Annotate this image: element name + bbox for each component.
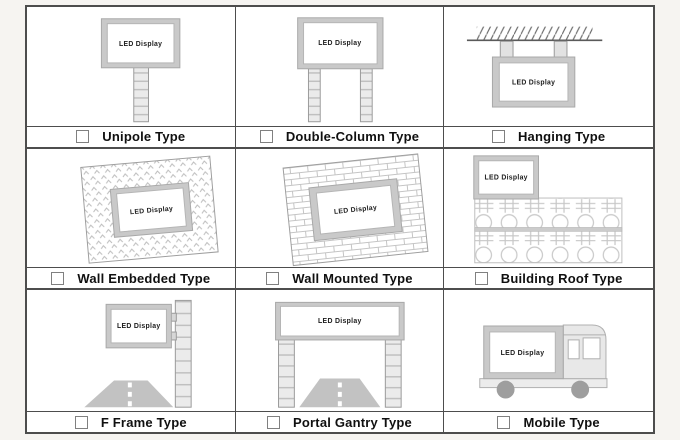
type-label-building-roof: Building Roof Type	[500, 270, 623, 286]
cell-unipole	[27, 7, 236, 149]
left-hanger	[501, 41, 514, 58]
cell-building-roof	[444, 149, 653, 291]
checkbox-building-roof[interactable]	[475, 272, 488, 285]
label-band-building-roof	[444, 267, 653, 288]
unipole-pole	[134, 66, 149, 122]
led-panel-text: LED Display	[512, 79, 556, 87]
cell-double-column	[236, 7, 445, 149]
label-band-mobile	[444, 411, 653, 432]
checkbox-hanging[interactable]	[492, 130, 505, 143]
checkbox-mobile[interactable]	[497, 416, 510, 429]
front-wheel	[497, 381, 515, 399]
checkbox-double-column[interactable]	[260, 130, 273, 143]
label-band-unipole	[27, 126, 235, 147]
f-frame-diagram	[27, 290, 235, 411]
type-label-unipole: Unipole Type	[102, 129, 186, 145]
led-panel-text: LED Display	[119, 41, 163, 49]
building-roof-diagram	[444, 149, 653, 268]
led-panel-text: LED Display	[129, 205, 174, 216]
cell-portal-gantry	[236, 290, 445, 432]
f-frame-pole	[175, 301, 191, 408]
label-band-f-frame	[27, 411, 235, 432]
embedded-wall-group	[81, 156, 218, 263]
unipole-diagram	[27, 7, 235, 126]
led-panel-text: LED Display	[116, 323, 161, 331]
right-gantry-column	[385, 339, 401, 407]
cell-mobile	[444, 290, 653, 432]
led-panel-text: LED Display	[484, 174, 529, 182]
checkbox-wall-mounted[interactable]	[266, 272, 279, 285]
mounted-wall-group	[283, 154, 428, 266]
type-label-portal-gantry: Portal Gantry Type	[293, 414, 412, 430]
label-band-portal-gantry	[236, 411, 444, 432]
checkbox-f-frame[interactable]	[75, 416, 88, 429]
label-band-double-column	[236, 126, 444, 147]
cell-f-frame	[27, 290, 236, 432]
right-column	[360, 69, 372, 122]
led-panel-text: LED Display	[333, 204, 378, 216]
checkbox-unipole[interactable]	[76, 130, 89, 143]
cab-side-window	[569, 340, 580, 359]
led-display-types-table	[25, 5, 655, 434]
cell-hanging	[444, 7, 653, 149]
left-column	[308, 69, 320, 122]
led-panel-text: LED Display	[500, 350, 545, 358]
left-gantry-column	[278, 339, 294, 407]
type-label-hanging: Hanging Type	[517, 129, 606, 145]
type-label-f-frame: F Frame Type	[100, 414, 187, 430]
label-band-wall-mounted	[236, 267, 444, 288]
led-panel-text: LED Display	[317, 40, 362, 48]
checkbox-portal-gantry[interactable]	[267, 416, 280, 429]
led-panel-text: LED Display	[317, 318, 362, 326]
type-label-wall-embedded: Wall Embedded Type	[77, 270, 211, 286]
type-label-mobile: Mobile Type	[523, 414, 600, 430]
ceiling-hatch	[477, 27, 593, 41]
type-label-wall-mounted: Wall Mounted Type	[292, 270, 413, 286]
wall-embedded-diagram	[27, 149, 235, 268]
mobile-diagram	[444, 290, 653, 411]
cab-door-window	[583, 338, 600, 359]
checkbox-wall-embedded[interactable]	[51, 272, 64, 285]
portal-gantry-diagram	[236, 290, 444, 411]
double-column-diagram	[236, 7, 444, 126]
wall-mounted-diagram	[236, 149, 444, 268]
building-floor-band	[475, 227, 622, 231]
rear-wheel	[572, 381, 590, 399]
type-label-double-column: Double-Column Type	[285, 129, 420, 145]
right-hanger	[555, 41, 568, 58]
cell-wall-embedded	[27, 149, 236, 291]
label-band-hanging	[444, 126, 653, 147]
label-band-wall-embedded	[27, 267, 235, 288]
cell-wall-mounted	[236, 149, 445, 291]
hanging-diagram	[444, 7, 653, 126]
